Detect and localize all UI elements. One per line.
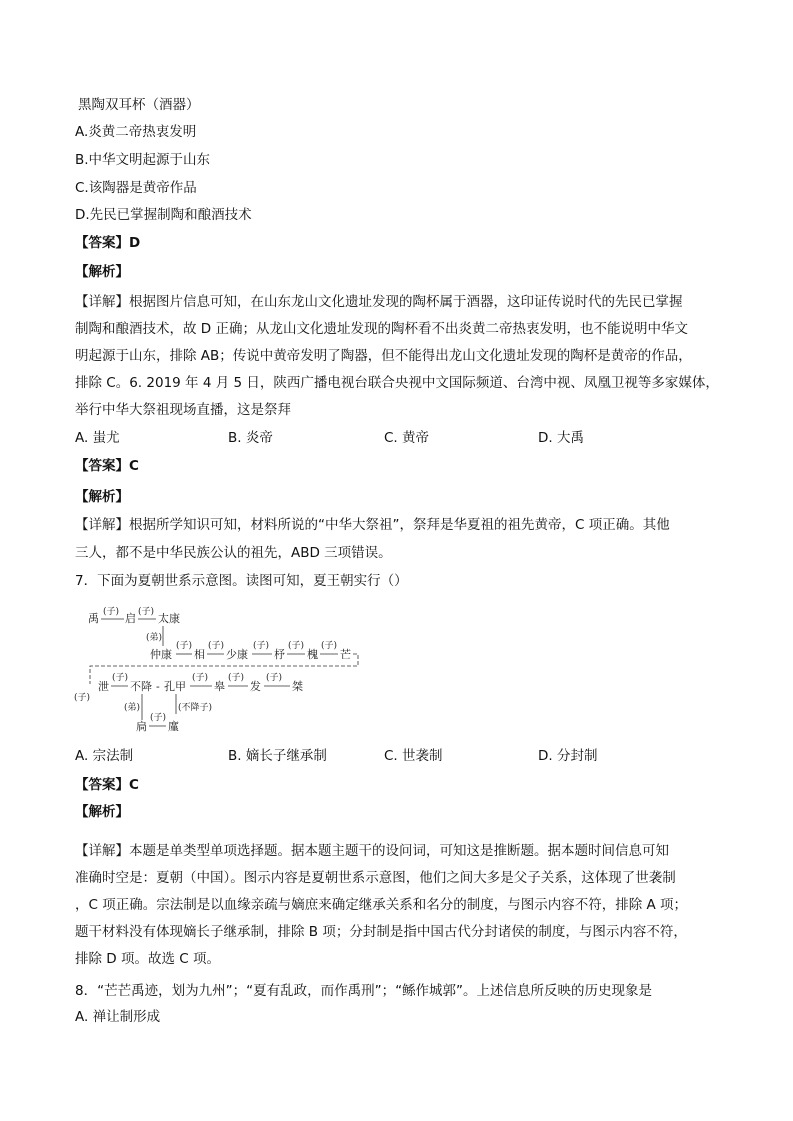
ruler-zhu: 杼 — [274, 648, 285, 661]
relation-brother-label: (弟) — [124, 703, 141, 713]
relation-son-label: (子) — [253, 641, 270, 651]
ruler-xiang: 相 — [194, 648, 205, 661]
ruler-mang: 芒 — [340, 648, 351, 661]
q7-answer: 【答案】C — [75, 777, 139, 793]
q7-option-c: C. 世袭制 — [384, 748, 443, 764]
q5-option-c: C.该陶器是黄帝作品 — [75, 180, 197, 196]
q7-detail-line: 【详解】本题是单类型单项选择题。据本题主题干的设问词，可知这是推断题。据本题时间信息可知 — [75, 843, 669, 859]
q6-detail-line: 三人，都不是中华民族公认的祖先，ABD 三项错误。 — [75, 545, 392, 561]
relation-son-label: (子) — [288, 641, 305, 651]
relation-son-label: (子) — [103, 607, 120, 617]
relation-son-label: (子) — [228, 673, 245, 683]
q7-option-d: D. 分封制 — [538, 748, 598, 764]
ruler-jiong: 扃 — [136, 720, 147, 733]
q8-option-a: A. 禅让制形成 — [75, 1009, 161, 1025]
relation-son-label: (子) — [112, 673, 129, 683]
relation-son-label: (子) — [192, 673, 209, 683]
ruler-jie: 桀 — [292, 680, 303, 693]
q7-stem: 7．下面为夏朝世系示意图。读图可知，夏王朝实行（） — [75, 573, 408, 589]
relation-son-label: (子) — [321, 641, 338, 651]
q6-option-c: C. 黄帝 — [384, 430, 430, 446]
q7-detail-line: ，C 项正确。宗法制是以血缘亲疏与嫡庶来确定继承关系和名分的制度，与图示内容不符，排除 A 项； — [75, 897, 688, 913]
ruler-kongjia: 孔甲 — [164, 680, 186, 693]
q5-option-a: A.炎黄二帝热衷发明 — [75, 124, 197, 140]
q5-detail-line: 明起源于山东，排除 AB；传说中黄帝发明了陶器，但不能得出龙山文化遗址发现的陶杯是黄帝的作品， — [75, 348, 692, 364]
q6-option-d: D. 大禹 — [538, 430, 584, 446]
ruler-zhongkang: 仲康 — [150, 648, 172, 661]
q5-analysis-label: 【解析】 — [75, 264, 129, 280]
q6-detail-line: 【详解】根据所学知识可知，材料所说的“中华大祭祖”，祭拜是华夏祖的祖先黄帝，C 项正确。其他 — [75, 517, 670, 533]
xia-lineage-diagram — [68, 602, 368, 738]
q6-stem-line: 排除 C。6. 2019 年 4 月 5 日，陕西广播电视台联合央视中文国际频道、台湾中视、凤凰卫视等多家媒体， — [75, 375, 719, 391]
ruler-taikang: 太康 — [158, 612, 180, 625]
q6-option-a: A. 蚩尤 — [75, 430, 120, 446]
q5-option-b: B.中华文明起源于山东 — [75, 152, 211, 168]
ruler-huai: 槐 — [307, 648, 318, 661]
ruler-yu: 禹 — [88, 612, 99, 625]
q5-option-d: D.先民已掌握制陶和酿酒技术 — [75, 207, 252, 223]
q5-detail-line: 制陶和酿酒技术，故 D 正确；从龙山文化遗址发现的陶杯看不出炎黄二帝热衷发明，也不能说明中华文 — [75, 321, 688, 337]
ruler-bujiang: 不降 — [130, 680, 152, 693]
image-caption: 黑陶双耳杯（酒器） — [78, 97, 200, 113]
q5-answer: 【答案】D — [75, 235, 141, 251]
ruler-xie: 泄 — [98, 680, 109, 693]
q6-analysis-label: 【解析】 — [75, 489, 129, 505]
q7-analysis-label: 【解析】 — [75, 804, 129, 820]
relation-not-jiang-son-label: (不降子) — [178, 703, 213, 713]
q7-detail-line: 排除 D 项。故选 C 项。 — [75, 951, 220, 967]
q7-detail-line: 题干材料没有体现嫡长子继承制，排除 B 项；分封制是指中国古代分封诸侯的制度，与图示内容不符， — [75, 924, 687, 940]
relation-son-label: (子) — [208, 641, 225, 651]
relation-son-label: (子) — [138, 607, 155, 617]
relation-son-label: (子) — [266, 673, 283, 683]
ruler-qi: 启 — [125, 612, 136, 625]
q7-option-b: B. 嫡长子继承制 — [228, 748, 327, 764]
ruler-jin: 廑 — [168, 720, 179, 733]
relation-son-label: (子) — [150, 713, 167, 723]
relation-brother-label: (弟) — [146, 633, 163, 643]
ruler-fa: 发 — [250, 680, 261, 693]
relation-son-label: (子) — [176, 641, 193, 651]
q6-answer: 【答案】C — [75, 458, 139, 474]
q6-option-b: B. 炎帝 — [228, 430, 273, 446]
ruler-shaokang: 少康 — [226, 648, 248, 661]
q7-option-a: A. 宗法制 — [75, 748, 134, 764]
ruler-gao: 皋 — [214, 680, 225, 693]
q7-detail-line: 准确时空是：夏朝（中国）。图示内容是夏朝世系示意图，他们之间大多是父子关系，这体现了世袭制 — [75, 870, 676, 886]
q6-stem-line: 举行中华大祭祖现场直播，这是祭拜 — [75, 402, 291, 418]
relation-son-label: (子) — [74, 693, 91, 703]
q5-detail-line: 【详解】根据图片信息可知，在山东龙山文化遗址发现的陶杯属于酒器，这印证传说时代的先民已掌握 — [75, 294, 683, 310]
q8-stem: 8．“芒芒禹迹，划为九州”；“夏有乱政，而作禹刑”；“鲧作城郭”。上述信息所反映的历史现象是 — [75, 983, 653, 999]
dash-separator: - — [156, 680, 160, 693]
